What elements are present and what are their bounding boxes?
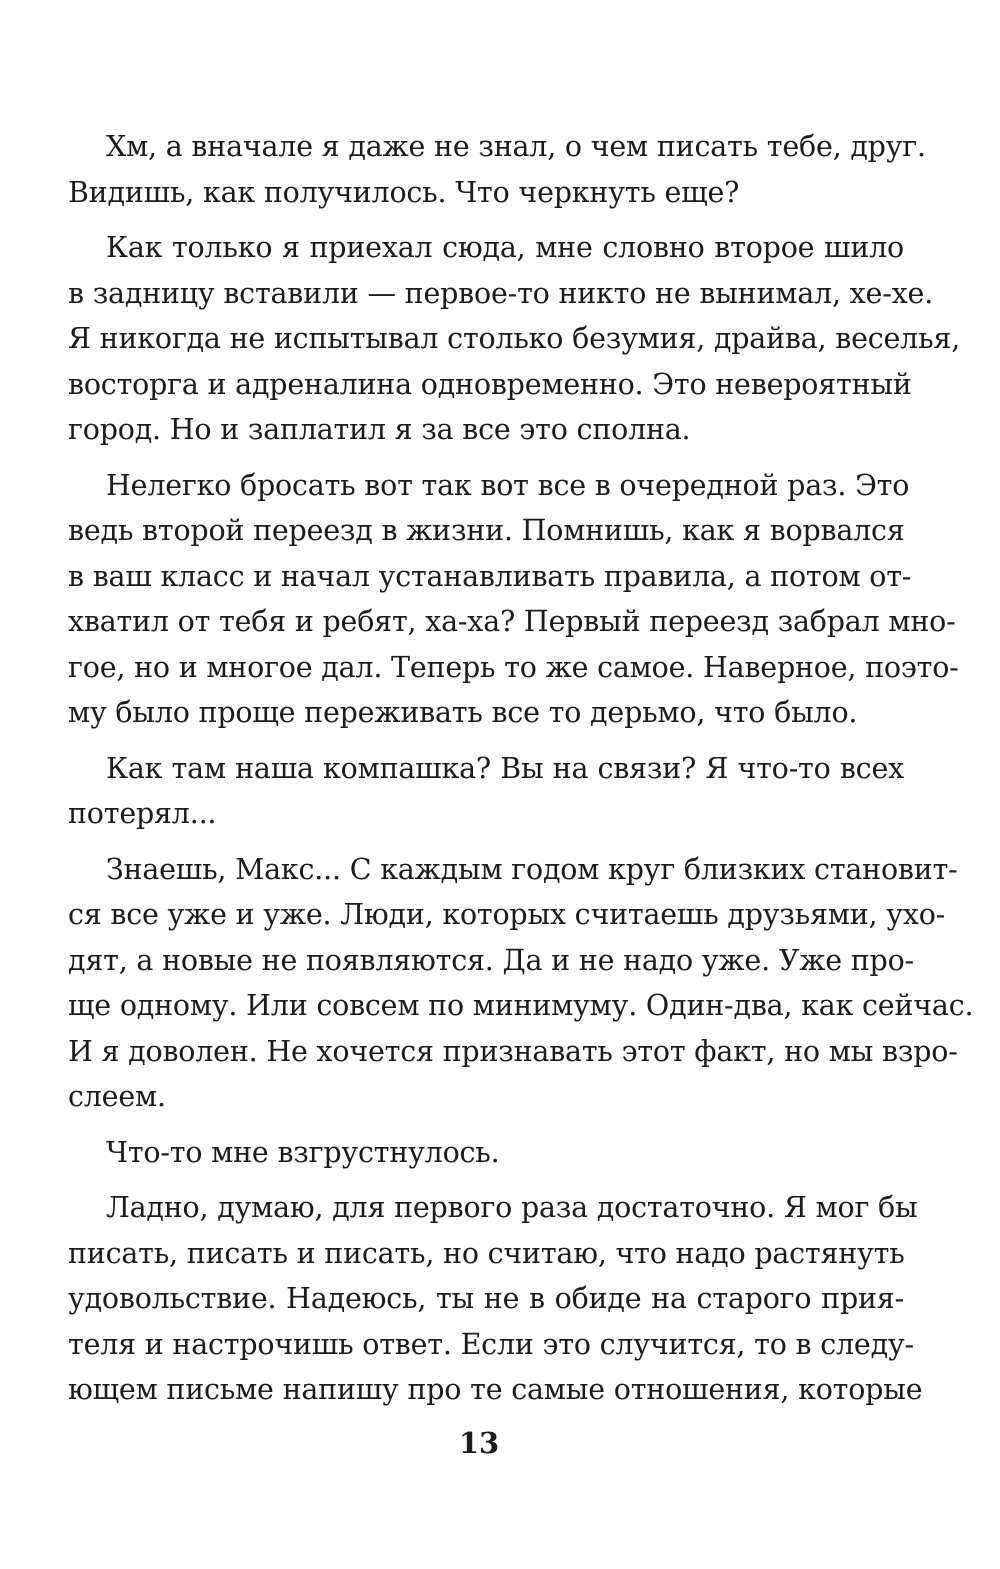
text-line: гое, но и многое дал. Теперь то же самое. Наверное, поэто- — [68, 650, 959, 684]
text-line: Что-то мне взгрустнулось. — [106, 1135, 500, 1169]
paragraph — [68, 847, 974, 1120]
paragraph — [68, 124, 926, 215]
paragraph-gap — [68, 736, 904, 746]
text-line: удовольствие. Надеюсь, ты не в обиде на старого прия- — [68, 1282, 904, 1315]
text-line: ще одному. Или совсем по минимуму. Один-два, как сейчас. — [68, 989, 974, 1022]
text-line: Нелегко бросать вот так вот все в очередной раз. Это — [106, 468, 910, 502]
paragraph — [68, 1130, 904, 1176]
paragraph-gap — [68, 215, 904, 225]
text-line: хватил от тебя и ребят, ха-ха? Первый переезд забрал мно- — [68, 605, 956, 638]
text-line: Я никогда не испытывал столько безумия, драйва, веселья, — [68, 322, 961, 355]
page-number: 13 — [458, 1426, 500, 1460]
text-line: слеем. — [68, 1080, 166, 1113]
text-line: теля и настрочишь ответ. Если это случится, то в следу- — [68, 1327, 914, 1361]
text-line: му было проще переживать все то дерьмо, что было. — [68, 696, 858, 729]
text-line: И я доволен. Не хочется признавать этот факт, но мы взро- — [68, 1034, 958, 1068]
paragraph-gap — [68, 1120, 904, 1130]
text-line: потерял... — [68, 797, 217, 830]
text-line: писать, писать и писать, но считаю, что надо растянуть — [68, 1236, 905, 1270]
text-line: Видишь, как получилось. Что черкнуть еще? — [68, 175, 740, 209]
text-line: Ладно, думаю, для первого раза достаточно. Я мог бы — [106, 1191, 918, 1224]
paragraph-gap — [68, 1175, 904, 1185]
text-line: ющем письме напишу про те самые отношения, которые — [68, 1373, 923, 1406]
paragraph-gap — [68, 837, 904, 847]
text-line: Знаешь, Макс... С каждым годом круг близких становит- — [106, 852, 958, 886]
text-line: Как только я приехал сюда, мне словно второе шило — [106, 231, 904, 264]
text-line: дят, а новые не появляются. Да и не надо уже. Уже про- — [68, 943, 914, 977]
text-line: Как там наша компашка? Вы на связи? Я что-то всех — [106, 751, 904, 785]
text-line: Хм, а вначале я даже не знал, о чем писать тебе, друг. — [106, 130, 926, 163]
text-line: в ваш класс и начал устанавливать правила, а потом от- — [68, 559, 912, 593]
text-line: восторга и адреналина одновременно. Это невероятный — [68, 367, 912, 401]
paragraph — [68, 1185, 923, 1413]
paragraph-gap — [68, 453, 904, 463]
text-line: город. Но и заплатил я за все это сполна. — [68, 413, 691, 446]
text-line: ся все уже и уже. Люди, которых считаешь друзьями, ухо- — [68, 898, 946, 931]
text-line: в задницу вставили — первое-то никто не вынимал, хе-хе. — [68, 276, 934, 310]
paragraph — [68, 225, 961, 453]
paragraph — [68, 463, 959, 736]
body-text — [68, 124, 974, 1413]
paragraph — [68, 746, 904, 837]
text-line: ведь второй переезд в жизни. Помнишь, как я ворвался — [68, 514, 905, 547]
